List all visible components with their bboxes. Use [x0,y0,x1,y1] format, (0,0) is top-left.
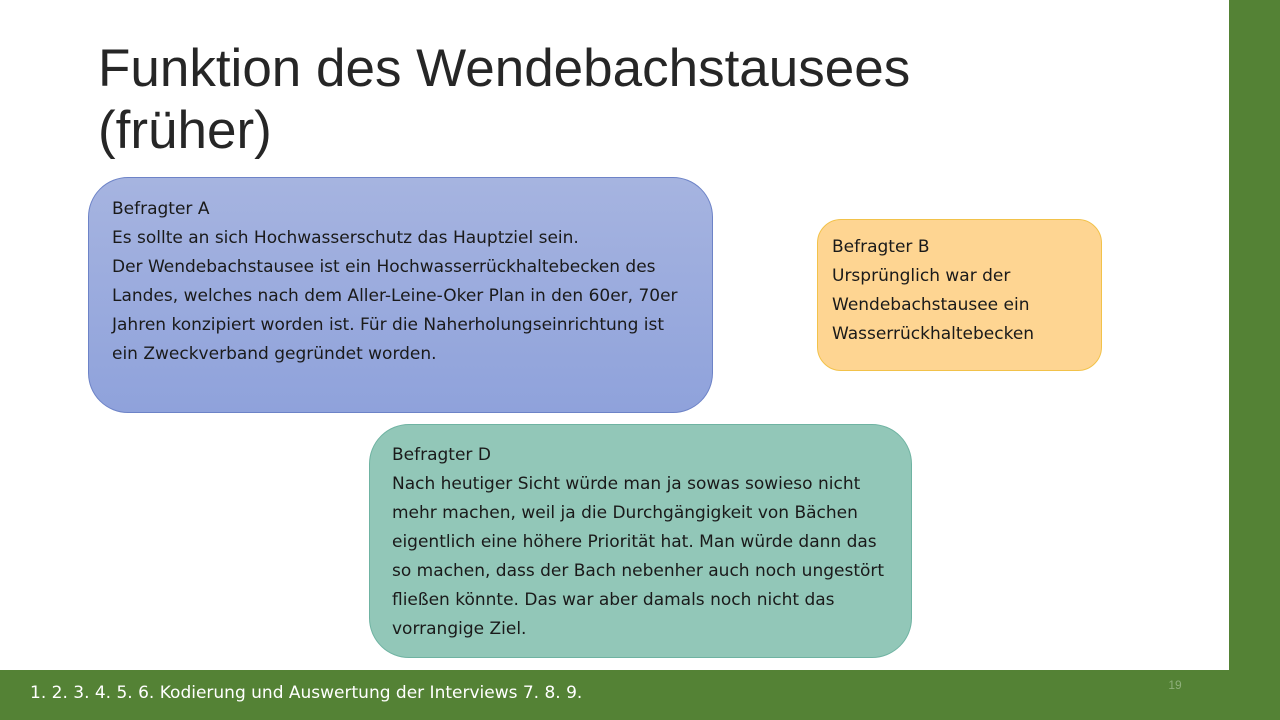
slide-title-line1: Funktion des Wendebachstausees [98,39,911,98]
footer-navigation-text: 1. 2. 3. 4. 5. 6. Kodierung und Auswertung der Interviews 7. 8. 9. [30,683,583,703]
page-number: 19 [1168,678,1182,692]
box-d-text: Nach heutiger Sicht würde man ja sowas sowieso nicht mehr machen, weil ja die Durchgängigkeit von Bächen eigentlich eine höhere Priorität hat. Man würde dann das so machen, dass der Bach nebenher auch noch ungestört fließen könnte. Das war aber damals noch nicht das vorrangige Ziel. [392,474,885,639]
box-a-text: Es sollte an sich Hochwasserschutz das Hauptziel sein. Der Wendebachstausee ist ein Hochwasserrückhaltebecken des Landes, welches nach dem Aller-Leine-Oker Plan in den 60er, 70er Jahren konzipiert worden ist. Für die Naherholungseinrichtung ist ein Zweckverband gegründet worden. [112,228,678,364]
slide-title-line2: (früher) [98,101,272,160]
box-b-heading: Befragter B [832,237,930,257]
right-accent-bar [1229,0,1280,720]
box-d-heading: Befragter D [392,445,491,465]
interview-box-a [88,177,713,413]
box-a-heading: Befragter A [112,199,210,219]
interview-box-b [817,219,1102,371]
slide-title [98,38,1098,162]
interview-box-d [369,424,912,658]
box-b-text: Ursprünglich war der Wendebachstausee ein Wasserrückhaltebecken [832,266,1035,344]
